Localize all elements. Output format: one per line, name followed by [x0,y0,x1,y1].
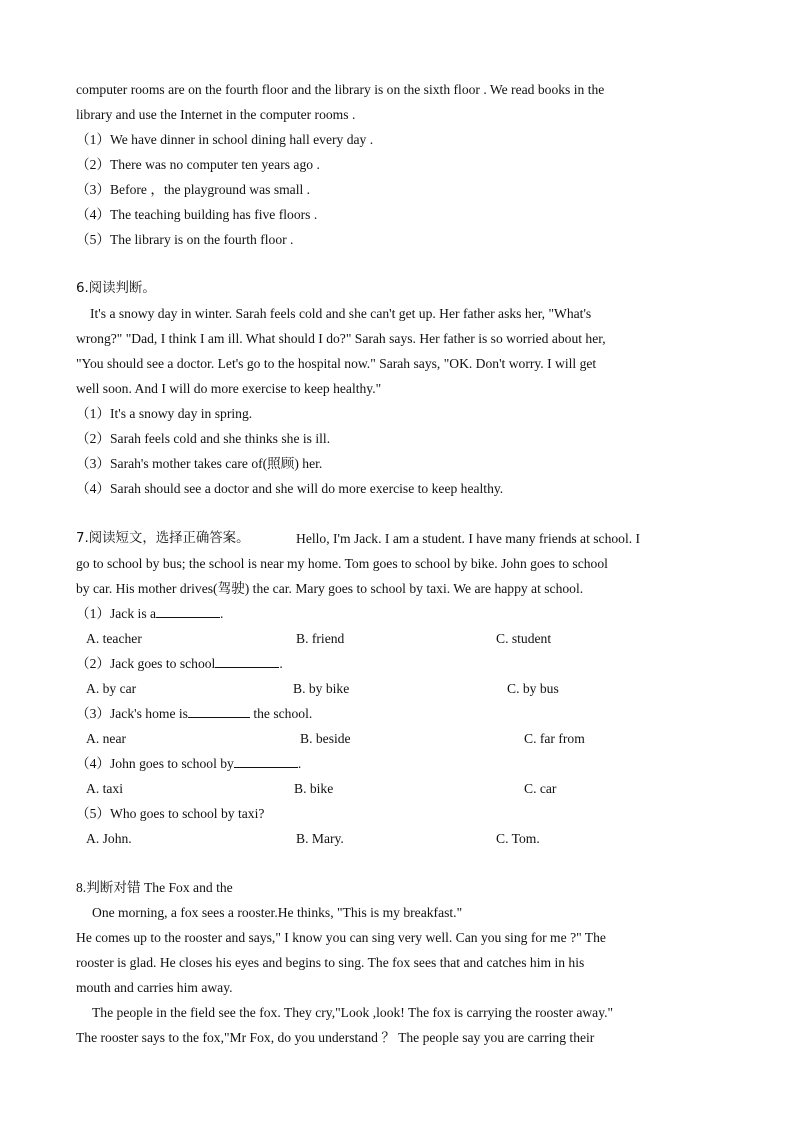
q7-5-option-c: C. Tom. [496,831,540,846]
q7-2-option-b: B. by bike [293,681,350,696]
passage-line: library and use the Internet in the computer rooms . [76,107,356,122]
q7-3-option-c: C. far from [524,731,585,746]
q7-4-option-b: B. bike [294,781,334,796]
statement-1: （1）We have dinner in school dining hall every day . [76,132,374,147]
q7-question-3: （3）Jack's home is the school. [76,706,313,721]
q7-passage-line: Hello, I'm Jack. I am a student. I have many friends at school. I [296,531,641,546]
statement-4: （4）The teaching building has five floors . [76,207,318,222]
q7-question-4: （4）John goes to school by . [76,756,302,771]
q8-passage-line: rooster is glad. He closes his eyes and begins to sing. The fox sees that and catches him in his [76,955,585,970]
q6-statement-3: （3）Sarah's mother takes care of(照顾) her. [76,456,323,471]
q8-passage-line: The rooster says to the fox,"Mr Fox, do you understand ？ The people say you are carring their [76,1030,595,1045]
q6-statement-2: （2）Sarah feels cold and she thinks she is ill. [76,431,331,446]
q6-passage-line: well soon. And I will do more exercise to keep healthy." [76,381,382,396]
statement-5: （5）The library is on the fourth floor . [76,232,294,247]
q7-1-option-c: C. student [496,631,552,646]
q7-title: 7.阅读短文，选择正确答案。 [76,531,250,546]
q7-1-option-b: B. friend [296,631,345,646]
statement-3: （3）Before ，the playground was small . [76,182,311,197]
answer-blank [188,705,250,718]
q7-5-option-a: A. John. [86,831,132,846]
q7-question-1: （1）Jack is a . [76,606,224,621]
q8-title: 8.判断对错 The Fox and the [76,880,233,895]
q8-passage-line: One morning, a fox sees a rooster.He thinks, "This is my breakfast." [92,905,463,920]
q6-passage-line: "You should see a doctor. Let's go to the hospital now." Sarah says, "OK. Don't worry. I will get [76,356,597,371]
q7-passage-line: by car. His mother drives(驾驶) the car. Mary goes to school by taxi. We are happy at school. [76,581,584,596]
answer-blank [234,755,298,768]
passage-line: computer rooms are on the fourth floor and the library is on the sixth floor . We read books in the [76,82,605,97]
q6-passage-line: wrong?" "Dad, I think I am ill. What should I do?" Sarah says. Her father is so worried about her, [76,331,606,346]
q7-1-option-a: A. teacher [86,631,142,646]
q8-passage-line: He comes up to the rooster and says," I know you can sing very well. Can you sing for me ?" The [76,930,606,945]
q8-passage-line: mouth and carries him away. [76,980,233,995]
q7-passage-line: go to school by bus; the school is near my home. Tom goes to school by bike. John goes to school [76,556,608,571]
q7-2-option-a: A. by car [86,681,137,696]
q8-passage-line: The people in the field see the fox. They cry,"Look ,look! The fox is carrying the rooster away." [92,1005,614,1020]
q7-3-option-b: B. beside [300,731,351,746]
q7-4-option-a: A. taxi [86,781,123,796]
q7-3-option-a: A. near [86,731,127,746]
q7-question-2: （2）Jack goes to school . [76,656,283,671]
q7-4-option-c: C. car [524,781,557,796]
q6-title: 6.阅读判断。 [76,281,156,296]
statement-2: （2）There was no computer ten years ago . [76,157,320,172]
q7-2-option-c: C. by bus [507,681,559,696]
q6-passage-line: It's a snowy day in winter. Sarah feels cold and she can't get up. Her father asks her, "What's [90,306,592,321]
q6-statement-1: （1）It's a snowy day in spring. [76,406,253,421]
answer-blank [215,655,279,668]
q7-question-5: （5）Who goes to school by taxi? [76,806,265,821]
q6-statement-4: （4）Sarah should see a doctor and she will do more exercise to keep healthy. [76,481,504,496]
q7-5-option-b: B. Mary. [296,831,344,846]
answer-blank [156,605,220,618]
